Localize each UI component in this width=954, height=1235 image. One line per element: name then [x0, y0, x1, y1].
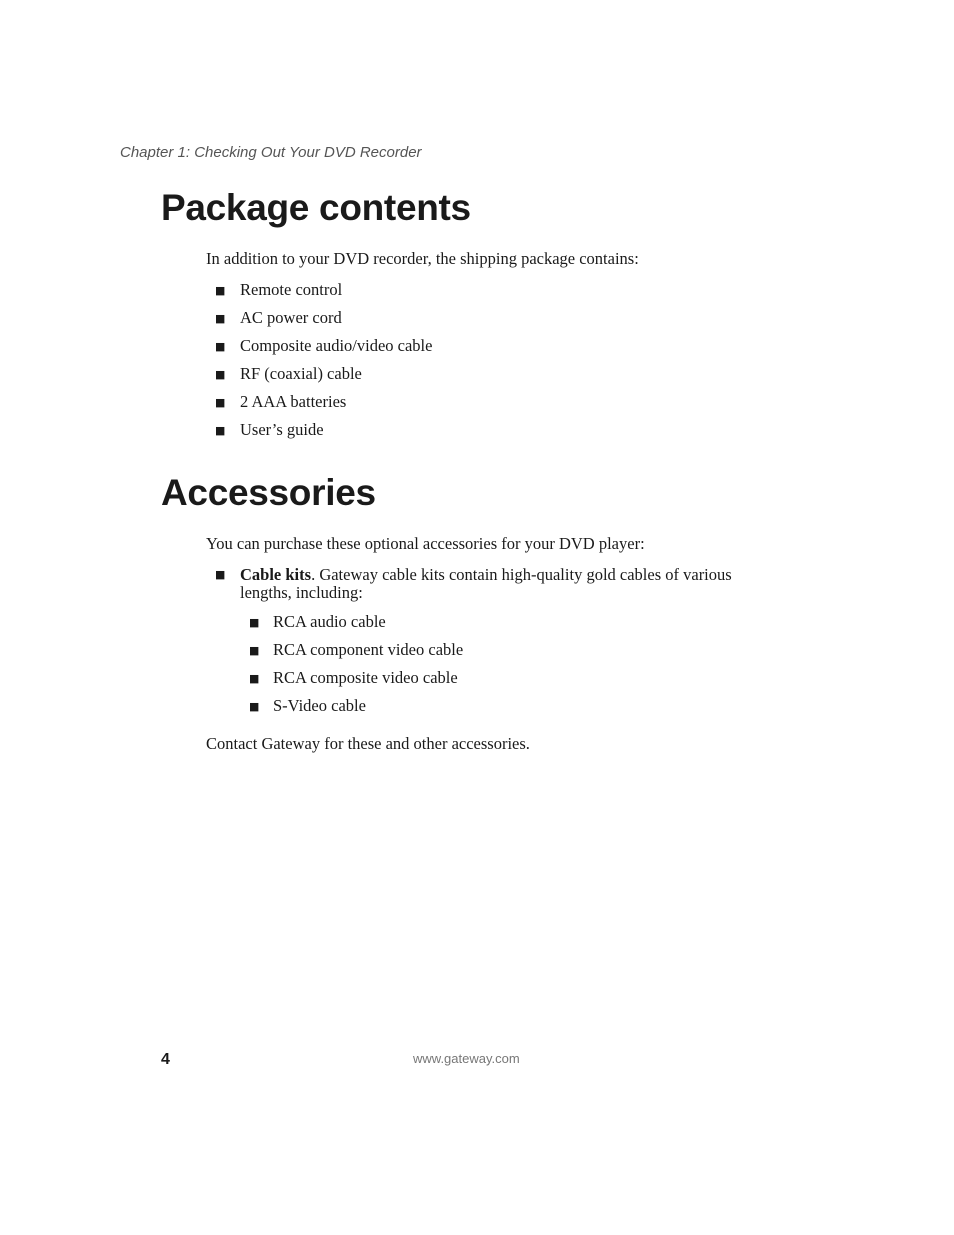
list-item-text: S-Video cable [273, 696, 366, 715]
list-item [249, 696, 773, 716]
list-item-text: RCA composite video cable [273, 668, 458, 687]
accessories-closing: Contact Gateway for these and other accessories. [206, 734, 530, 753]
list-item [215, 280, 800, 300]
square-bullet-icon: ■ [215, 340, 226, 354]
square-bullet-icon: ■ [215, 568, 226, 581]
list-item [215, 420, 800, 440]
square-bullet-icon: ■ [249, 672, 260, 685]
list-item-text: RCA audio cable [273, 612, 386, 631]
list-item [215, 308, 800, 328]
square-bullet-icon: ■ [215, 424, 226, 438]
square-bullet-icon: ■ [215, 284, 226, 297]
square-bullet-icon: ■ [215, 396, 226, 410]
list-item [249, 612, 773, 632]
list-item [215, 392, 800, 412]
square-bullet-icon: ■ [215, 368, 226, 382]
list-item [215, 364, 800, 384]
section-heading-package-contents: Package contents [161, 187, 471, 228]
section-heading-accessories: Accessories [161, 472, 376, 513]
square-bullet-icon: ■ [249, 644, 260, 657]
list-item-text: Remote control [240, 280, 343, 299]
running-head: Chapter 1: Checking Out Your DVD Recorder [120, 144, 422, 161]
list-item-text: 2 AAA batteries [240, 392, 347, 412]
list-item-text: RF (coaxial) cable [240, 364, 362, 384]
package-contents-list [215, 280, 800, 440]
footer-url: www.gateway.com [413, 1051, 520, 1066]
accessories-intro: You can purchase these optional accessories for your DVD player: [206, 534, 645, 553]
square-bullet-icon: ■ [215, 312, 226, 326]
square-bullet-icon: ■ [249, 616, 260, 629]
list-item [215, 336, 800, 356]
list-item-text: User’s guide [240, 420, 324, 440]
cable-kits-label: Cable kits [240, 565, 312, 584]
cable-kits-description: . Gateway cable kits contain high-quality gold cables of various lengths, including: [240, 565, 732, 602]
package-contents-intro: In addition to your DVD recorder, the shipping package contains: [206, 249, 639, 268]
square-bullet-icon: ■ [249, 700, 260, 713]
list-item-cable-kits [215, 565, 785, 602]
cable-kits-sublist [249, 612, 773, 724]
page-number: 4 [161, 1051, 170, 1068]
list-item [249, 668, 773, 688]
accessories-list [215, 565, 800, 602]
list-item [249, 640, 773, 660]
list-item-text: RCA component video cable [273, 640, 464, 659]
list-item-text: AC power cord [240, 308, 342, 328]
list-item-text: Composite audio/video cable [240, 336, 433, 356]
